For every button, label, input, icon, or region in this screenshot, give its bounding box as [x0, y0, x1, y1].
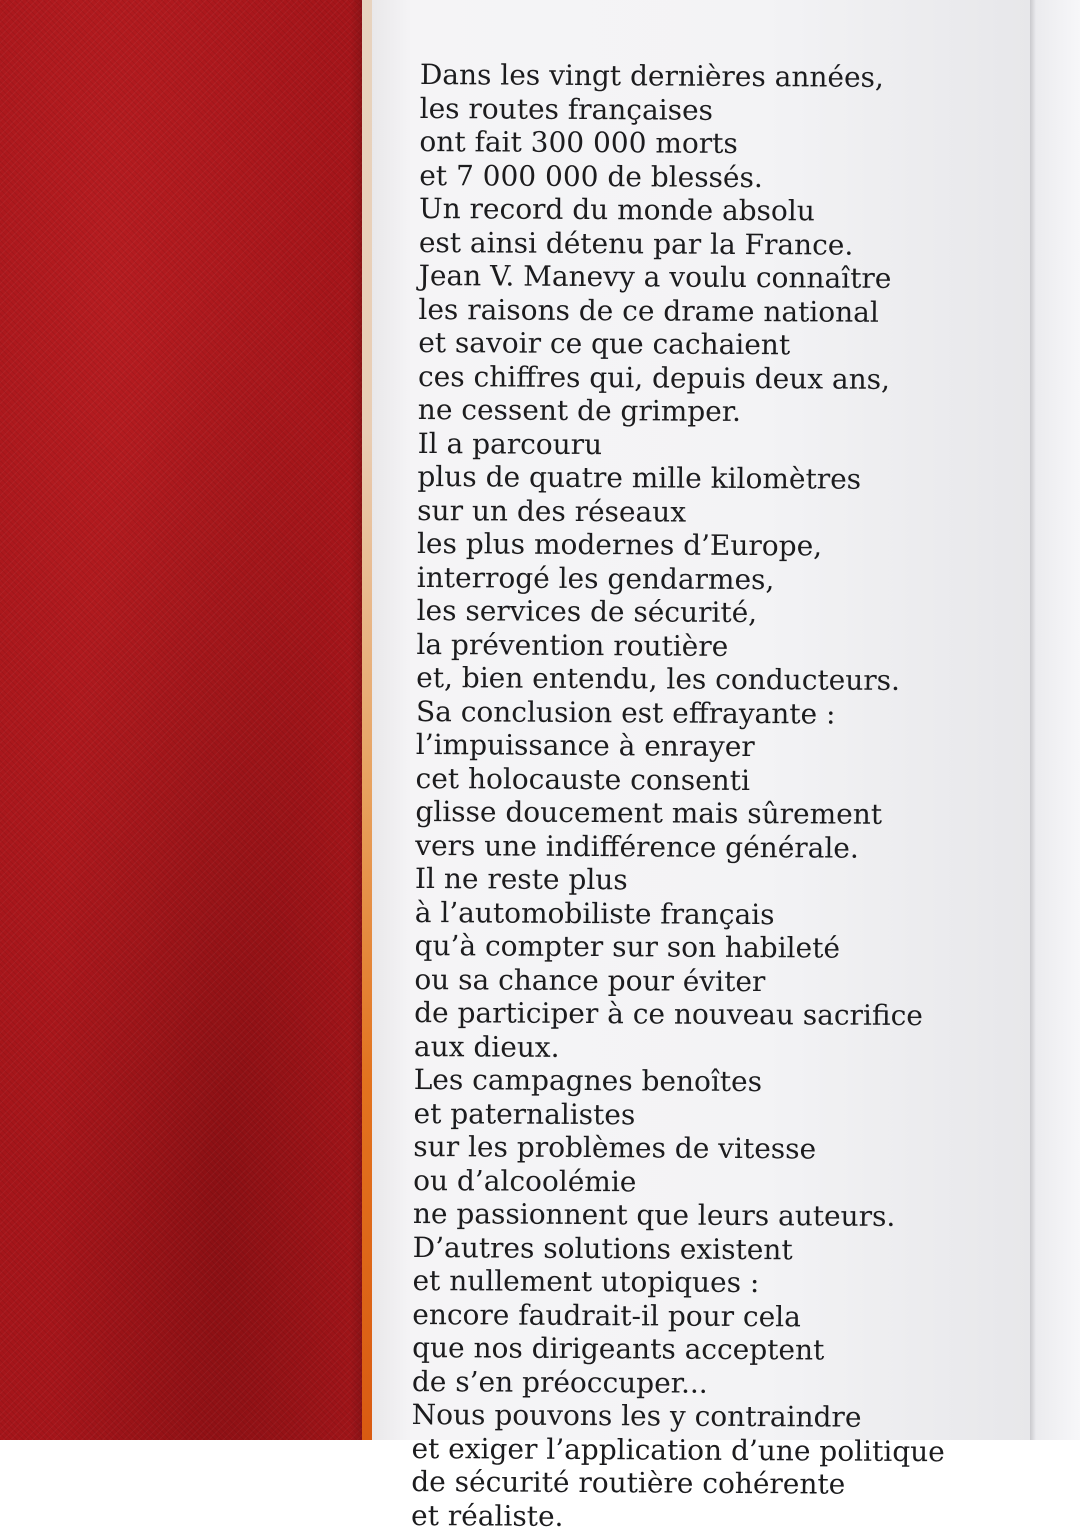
- text-line: Dans les vingt dernières années,: [419, 58, 884, 94]
- text-line: les routes françaises: [419, 91, 714, 127]
- text-line: de participer à ce nouveau sacrifice: [414, 995, 923, 1033]
- text-line: les services de sécurité,: [416, 593, 758, 630]
- text-line: ou sa chance pour éviter: [414, 962, 766, 998]
- text-line: l’impuissance à enrayer: [415, 727, 755, 764]
- text-line: ne passionnent que leurs auteurs.: [412, 1196, 896, 1233]
- text-line: la prévention routière: [416, 627, 729, 663]
- text-line: et paternalistes: [413, 1096, 636, 1131]
- text-line: de s’en préoccuper...: [411, 1364, 708, 1400]
- text-line: glisse doucement mais sûrement: [415, 794, 883, 831]
- text-line: Jean V. Manevy a voulu connaître: [418, 258, 892, 295]
- text-line: et réaliste.: [410, 1498, 564, 1533]
- text-line: Il ne reste plus: [414, 861, 628, 897]
- text-line: Sa conclusion est effrayante :: [415, 694, 836, 731]
- text-line: et, bien entendu, les conducteurs.: [416, 660, 901, 697]
- text-line: ont fait 300 000 morts: [419, 124, 738, 160]
- text-line: que nos dirigeants acceptent: [412, 1330, 825, 1367]
- text-line: Il a parcouru: [417, 426, 603, 461]
- text-line: ne cessent de grimper.: [417, 392, 742, 428]
- text-line: qu’à compter sur son habileté: [414, 928, 841, 965]
- text-line: et nullement utopiques :: [412, 1263, 760, 1300]
- text-line: interrogé les gendarmes,: [416, 560, 775, 596]
- printed-text-block: [410, 58, 945, 1535]
- text-line: ces chiffres qui, depuis deux ans,: [417, 359, 891, 396]
- text-line: sur les problèmes de vitesse: [413, 1129, 817, 1166]
- text-line: vers une indifférence générale.: [415, 828, 859, 865]
- text-line: sur un des réseaux: [417, 493, 687, 529]
- text-line: à l’automobiliste français: [414, 895, 775, 931]
- text-line: Les campagnes benoîtes: [413, 1062, 763, 1099]
- text-line: ou d’alcoolémie: [413, 1163, 637, 1198]
- text-line: et exiger l’application d’une politique: [411, 1431, 945, 1468]
- text-line: les plus modernes d’Europe,: [416, 526, 823, 563]
- text-line: les raisons de ce drame national: [418, 292, 879, 329]
- text-line: est ainsi détenu par la France.: [418, 225, 854, 262]
- white-surface: [1030, 0, 1080, 1440]
- text-line: de sécurité routière cohérente: [411, 1464, 846, 1501]
- text-line: D’autres solutions existent: [412, 1230, 793, 1266]
- text-line: Un record du monde absolu: [418, 191, 815, 228]
- text-line: encore faudrait-il pour cela: [412, 1297, 801, 1333]
- text-line: et 7 000 000 de blessés.: [419, 158, 763, 194]
- text-line: Nous pouvons les y contraindre: [411, 1397, 862, 1434]
- text-line: cet holocauste consenti: [415, 761, 751, 797]
- text-line: aux dieux.: [413, 1029, 560, 1064]
- text-line: plus de quatre mille kilomètres: [417, 459, 862, 496]
- text-line: et savoir ce que cachaient: [418, 325, 791, 362]
- red-cloth-background: [0, 0, 372, 1440]
